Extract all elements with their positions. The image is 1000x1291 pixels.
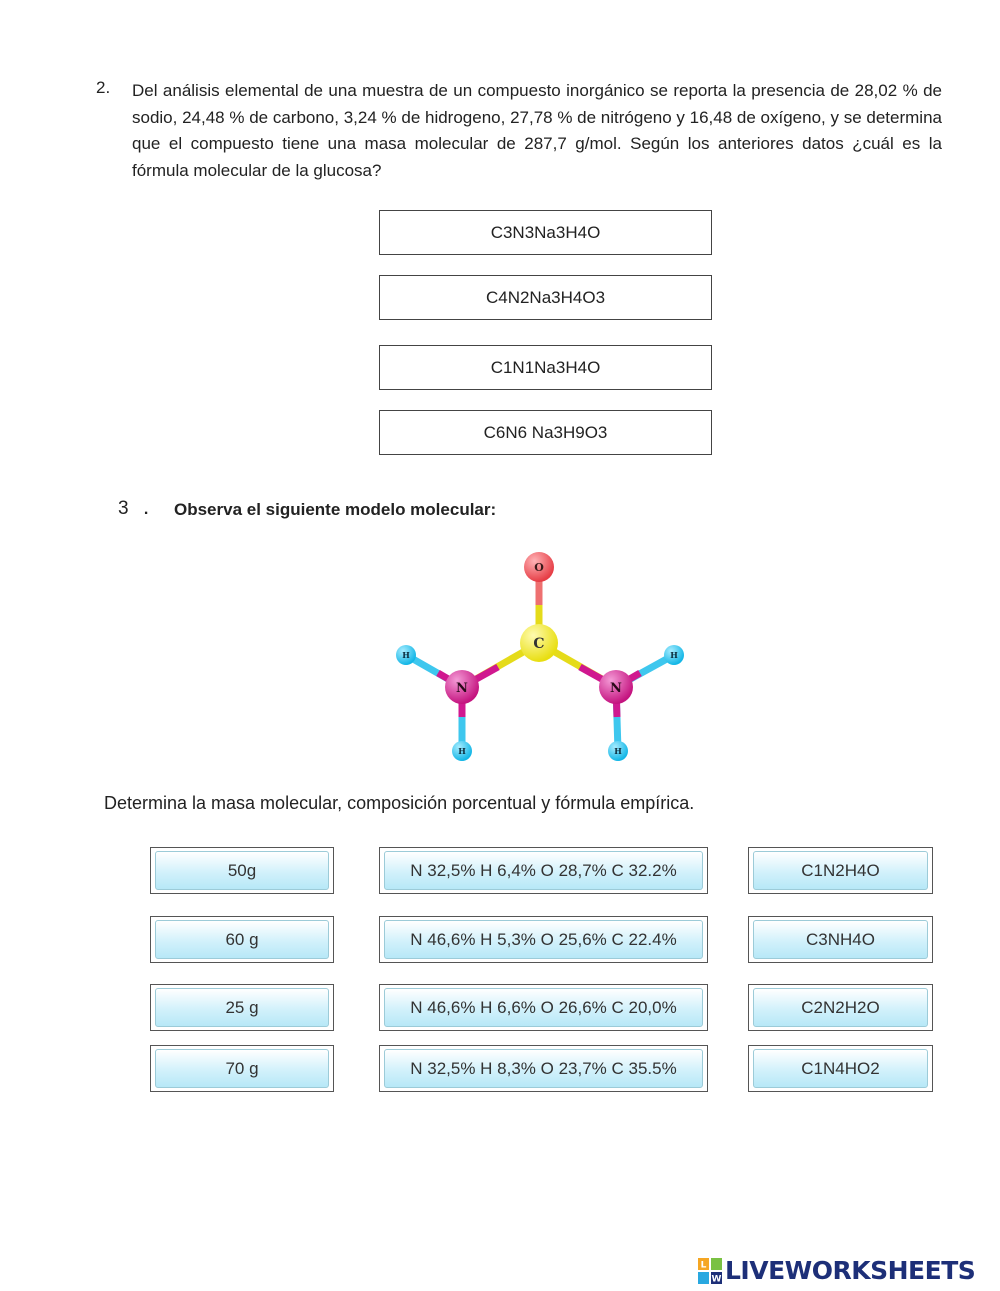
q2-option-2[interactable]: C4N2Na3H4O3 xyxy=(379,275,712,320)
formula-drop-zone-2[interactable] xyxy=(748,916,933,963)
question-3-number: 3 . xyxy=(118,498,149,519)
atom-hydrogen-label: H xyxy=(458,746,466,756)
atom-hydrogen-label: H xyxy=(402,650,410,660)
svg-text:W: W xyxy=(711,1274,722,1284)
formula-drop-zone-4[interactable] xyxy=(748,1045,933,1092)
question-2-number: 2. xyxy=(96,78,111,97)
liveworksheets-logo xyxy=(698,1256,975,1285)
atom-nitrogen-right-label: N xyxy=(610,681,622,696)
formula-option-4[interactable]: C1N4HO2 xyxy=(753,1049,928,1088)
mass-option-3[interactable]: 25 g xyxy=(155,988,329,1027)
mass-drop-zone-3[interactable] xyxy=(150,984,334,1031)
question-2-text: Del análisis elemental de una muestra de un compuesto inorgánico se reporta la presencia de 28,02 % de sodio, 24,48 % de carbono, 3,24 % de hidrogeno, 27,78 % de nitrógeno y 16,48 de oxígeno, y se determina que el compuesto tiene una masa molecular de 287,7 g/mol. Según los anteriores datos ¿cuál es la fórmula molecular de la glucosa? xyxy=(132,81,942,180)
composition-drop-zone-1[interactable] xyxy=(379,847,708,894)
composition-option-3[interactable]: N 46,6% H 6,6% O 26,6% C 20,0% xyxy=(384,988,703,1027)
formula-option-1[interactable]: C1N2H4O xyxy=(753,851,928,890)
liveworksheets-logo-text: LIVEWORKSHEETS xyxy=(725,1256,976,1285)
atom-nitrogen-left-label: N xyxy=(456,681,468,696)
mass-drop-zone-1[interactable] xyxy=(150,847,334,894)
atom-oxygen-label: O xyxy=(534,561,544,574)
q2-option-1[interactable]: C3N3Na3H4O xyxy=(379,210,712,255)
mass-drop-zone-4[interactable] xyxy=(150,1045,334,1092)
formula-drop-zone-3[interactable] xyxy=(748,984,933,1031)
composition-drop-zone-2[interactable] xyxy=(379,916,708,963)
molecular-model xyxy=(380,545,700,775)
composition-option-1[interactable]: N 32,5% H 6,4% O 28,7% C 32.2% xyxy=(384,851,703,890)
q2-option-3[interactable]: C1N1Na3H4O xyxy=(379,345,712,390)
atom-hydrogen-label: H xyxy=(614,746,622,756)
formula-drop-zone-1[interactable] xyxy=(748,847,933,894)
mass-option-1[interactable]: 50g xyxy=(155,851,329,890)
atom-hydrogen-label: H xyxy=(670,650,678,660)
mass-drop-zone-2[interactable] xyxy=(150,916,334,963)
mass-option-2[interactable]: 60 g xyxy=(155,920,329,959)
composition-drop-zone-4[interactable] xyxy=(379,1045,708,1092)
q2-option-4[interactable]: C6N6 Na3H9O3 xyxy=(379,410,712,455)
question-3-title: Observa el siguiente modelo molecular: xyxy=(174,500,497,519)
question-3-instruction: Determina la masa molecular, composición porcentual y fórmula empírica. xyxy=(104,793,695,813)
composition-option-4[interactable]: N 32,5% H 8,3% O 23,7% C 35.5% xyxy=(384,1049,703,1088)
svg-text:L: L xyxy=(700,1260,707,1270)
formula-option-2[interactable]: C3NH4O xyxy=(753,920,928,959)
atom-carbon-label: C xyxy=(533,636,545,652)
composition-drop-zone-3[interactable] xyxy=(379,984,708,1031)
composition-option-2[interactable]: N 46,6% H 5,3% O 25,6% C 22.4% xyxy=(384,920,703,959)
liveworksheets-logo-icon xyxy=(698,1258,722,1284)
formula-option-3[interactable]: C2N2H2O xyxy=(753,988,928,1027)
mass-option-4[interactable]: 70 g xyxy=(155,1049,329,1088)
